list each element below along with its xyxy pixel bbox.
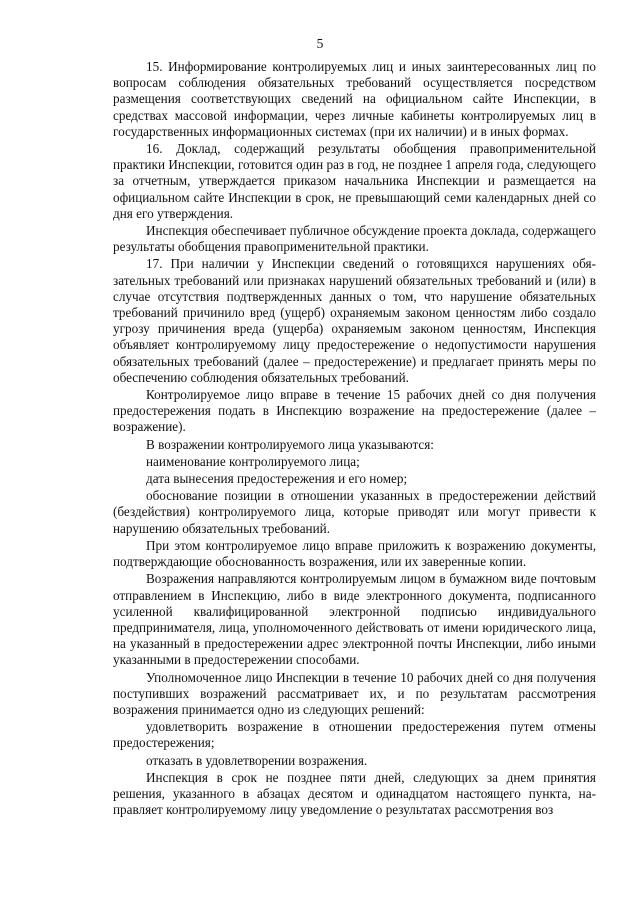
list-item-satisfy: удовлетворить возражение в отношении предостережения путем отмены предостережения; [113,719,596,751]
paragraph-objection-contents: В возражении контролируемого лица указываются: [146,436,434,452]
list-item-date: дата вынесения предостережения и его номер; [146,471,408,487]
paragraph-review: Уполномоченное лицо Инспекции в течение 10 рабочих дней со дня получения поступивших возражений рассматривает их, и по результатам рассмотрения возражения принимается одно из следующих решений: [113,669,596,717]
paragraph-17-warning: 17. При наличии у Инспекции сведений о готовящихся нарушениях обязательных требований или признаках нарушений обязательных требований и (или) в случае отсутствия подтвержденных данных о том, что нарушение обязательных требований причинило вред (ущерб) охраняемым законом ценностям либо создало угрозу причинения вреда (ущерба) охраняемым законом ценностям, Инспекция объявляет контролируемому лицу предостережение о недопустимости нарушения обязательных требований (далее – предостережение) и предлагает принять меры по обеспечению соблюдения обязательных требований. [113,256,596,385]
list-item-refuse: отказать в удовлетворении возражения. [146,752,368,768]
paragraph-objection-delivery: Возражения направляются контролируемым лицом в бумажном виде почтовым отправлением в Инспекцию, либо в виде электронного документа, подписанного усиленной квалифицированной электронной подписью индивидуального предпринимателя, лица, уполномоченного действовать от имени юридического лица, на указанный в предостережении адрес электронной почты Инспекции, либо иными указанными в предостережении способами. [113,571,596,668]
paragraph-notification: Инспекция в срок не позднее пяти дней, следующих за днем принятия решения, указанного в абзацах десятом и одинадцатом настоящего пункта, направляет контролируемому лицу уведомление о результатах рассмотрения воз [113,769,596,818]
paragraph-16-report: 16. Доклад, содержащий результаты обобщения правоприменительной практики Инспекции, готовится один раз в год, не позднее 1 апреля года, следующего за отчетным, утверждается приказом начальника Инспекции и размещается на официальном сайте Инспекции в срок, не превышающий семи календарных дней со дня его утверждения. [113,141,596,221]
paragraph-public-discussion: Инспекция обеспечивает публичное обсуждение проекта доклада, содержащего результаты обобщения правоприменительной практики. [113,223,596,255]
document-body [113,59,596,819]
paragraph-15-informing: 15. Информирование контролируемых лиц и иных заинтересованных лиц по вопросам соблюдения обязательных требований осуществляется посредством размещения соответствующих сведений на официальном сайте Инспекции, в средствах массовой информации, через личные кабинеты контролируемых лиц в государственных информационных системах (при их наличии) и в иных формах. [113,59,596,139]
paragraph-attachments: При этом контролируемое лицо вправе приложить к возражению документы, подтверждающие обоснованность возражения, или их заверенные копии. [113,537,596,570]
page-number: 5 [316,36,324,51]
paragraph-objection-right: Контролируемое лицо вправе в течение 15 рабочих дней со дня получения предостережения подать в Инспекцию возражение на предостережение (далее – возражение). [113,387,596,435]
list-item-justification: обоснование позиции в отношении указанных в предостережении действий (бездействия) контролируемого лица, которые приводят или могут привести к нарушению обязательных требований. [113,488,596,536]
list-item-name: наименование контролируемого лица; [146,453,360,469]
